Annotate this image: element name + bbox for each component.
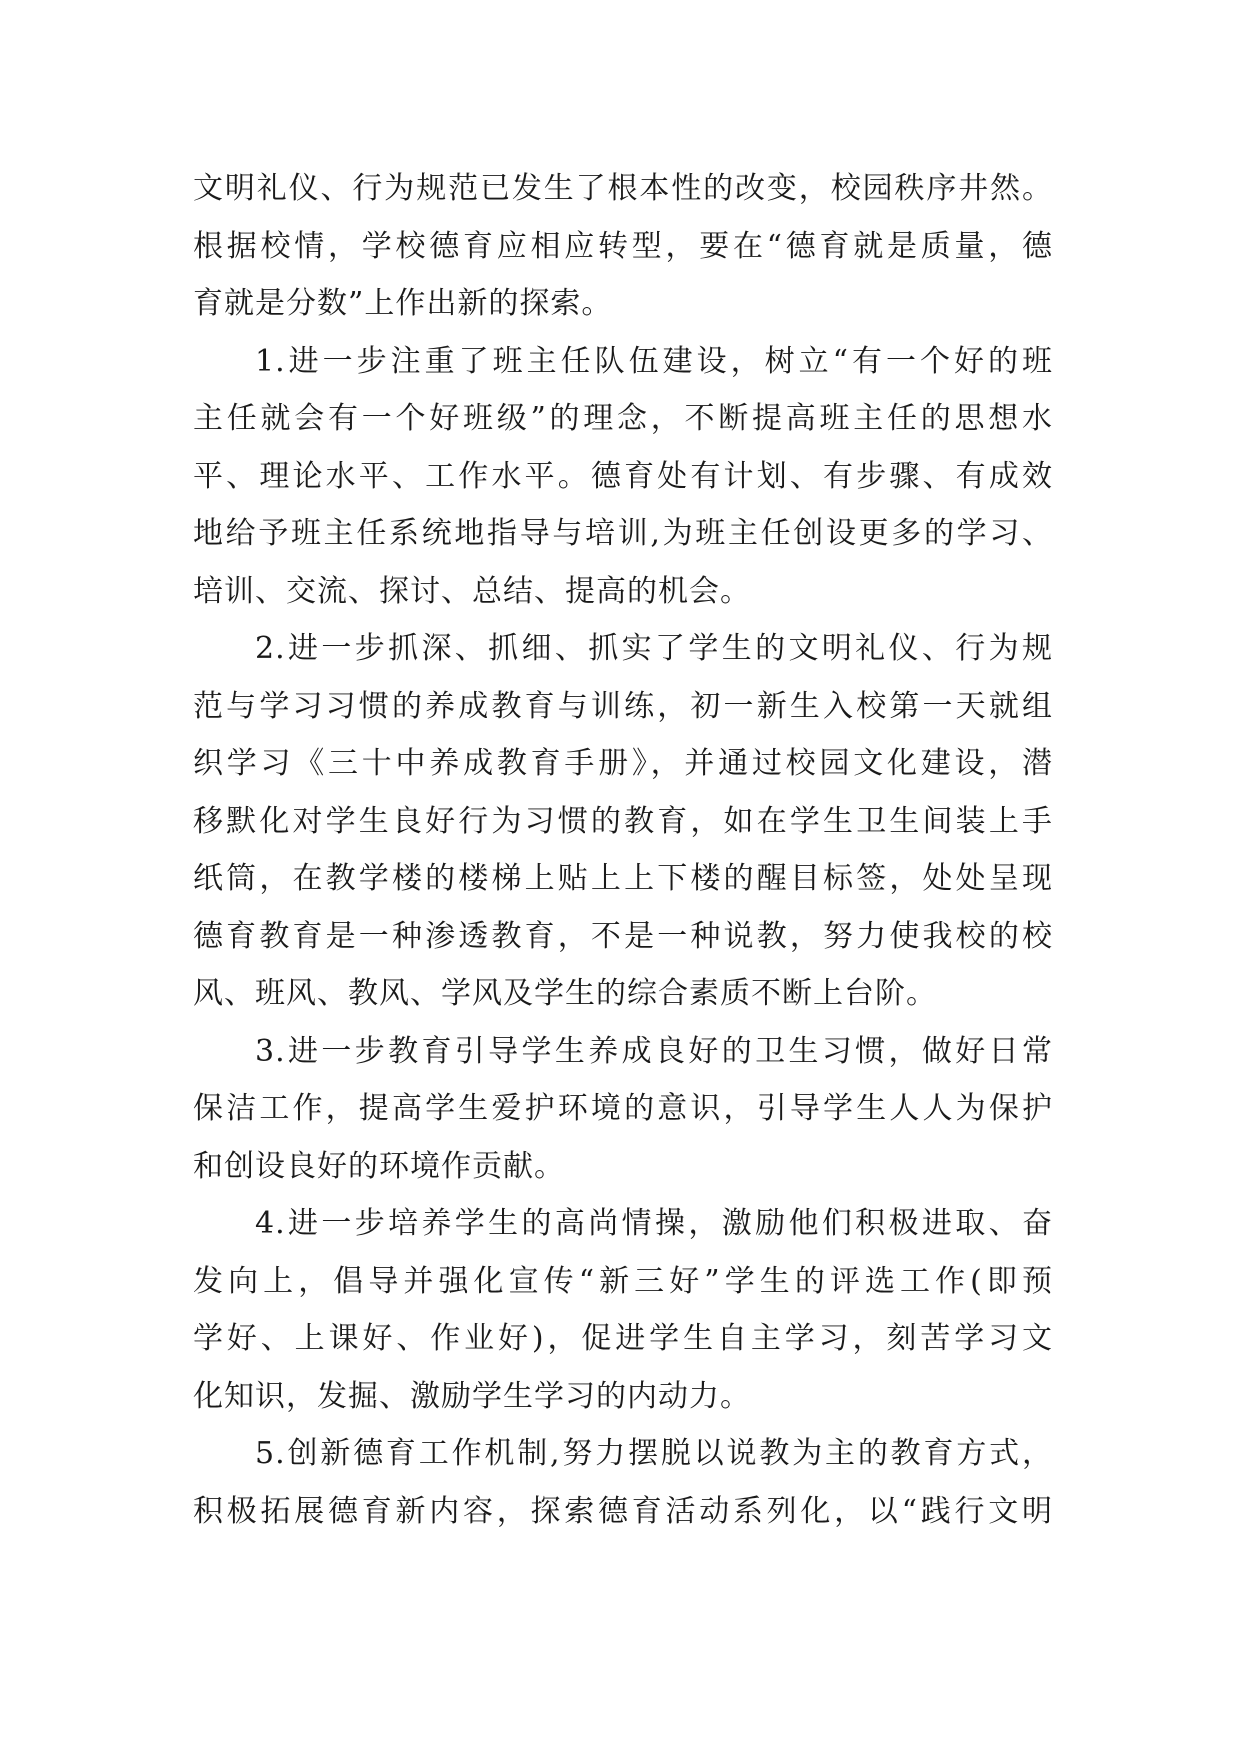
text-line: 化知识，发掘、激励学生学习的内动力。 <box>193 1378 751 1414</box>
text-line: 风、班风、教风、学风及学生的综合素质不断上台阶。 <box>193 976 937 1011</box>
text-line: 保洁工作，提高学生爱护环境的意识，引导学生人人为保护 <box>193 1091 1053 1126</box>
text-line: 地给予班主任系统地指导与培训,为班主任创设更多的学习、 <box>193 516 1053 551</box>
text-line: 文明礼仪、行为规范已发生了根本性的改变，校园秩序井然。 <box>193 171 1053 206</box>
text-line: 积极拓展德育新内容，探索德育活动系列化，以“践行文明 <box>193 1493 1053 1529</box>
text-line: 织学习《三十中养成教育手册》，并通过校园文化建设，潜 <box>193 746 1053 781</box>
text-line: 范与学习习惯的养成教育与训练，初一新生入校第一天就组 <box>193 688 1053 724</box>
text-line: 移默化对学生良好行为习惯的教育，如在学生卫生间装上手 <box>193 803 1053 839</box>
text-line: 德育教育是一种渗透教育，不是一种说教，努力使我校的校 <box>193 918 1053 954</box>
text-line: 培训、交流、探讨、总结、提高的机会。 <box>193 573 751 609</box>
text-line: 根据校情，学校德育应相应转型，要在“德育就是质量，德 <box>193 228 1053 264</box>
text-line: 主任就会有一个好班级”的理念，不断提高班主任的思想水 <box>193 401 1053 436</box>
text-line: 纸筒，在教学楼的楼梯上贴上上下楼的醒目标签，处处呈现 <box>193 861 1053 896</box>
text-line: 1.进一步注重了班主任队伍建设，树立“有一个好的班 <box>255 343 1053 379</box>
text-line: 5.创新德育工作机制,努力摆脱以说教为主的教育方式， <box>255 1436 1053 1471</box>
text-line: 学好、上课好、作业好)，促进学生自主学习，刻苦学习文 <box>193 1321 1053 1356</box>
text-line: 平、理论水平、工作水平。德育处有计划、有步骤、有成效 <box>193 458 1053 494</box>
text-line: 和创设良好的环境作贡献。 <box>193 1148 565 1184</box>
text-line: 2.进一步抓深、抓细、抓实了学生的文明礼仪、行为规 <box>255 631 1053 666</box>
text-line: 3.进一步教育引导学生养成良好的卫生习惯，做好日常 <box>255 1033 1053 1069</box>
text-line: 发向上，倡导并强化宣传“新三好”学生的评选工作(即预 <box>193 1263 1053 1299</box>
document-body <box>193 160 1053 1540</box>
text-line: 育就是分数”上作出新的探索。 <box>193 286 613 321</box>
text-line: 4.进一步培养学生的高尚情操，激励他们积极进取、奋 <box>255 1206 1053 1241</box>
